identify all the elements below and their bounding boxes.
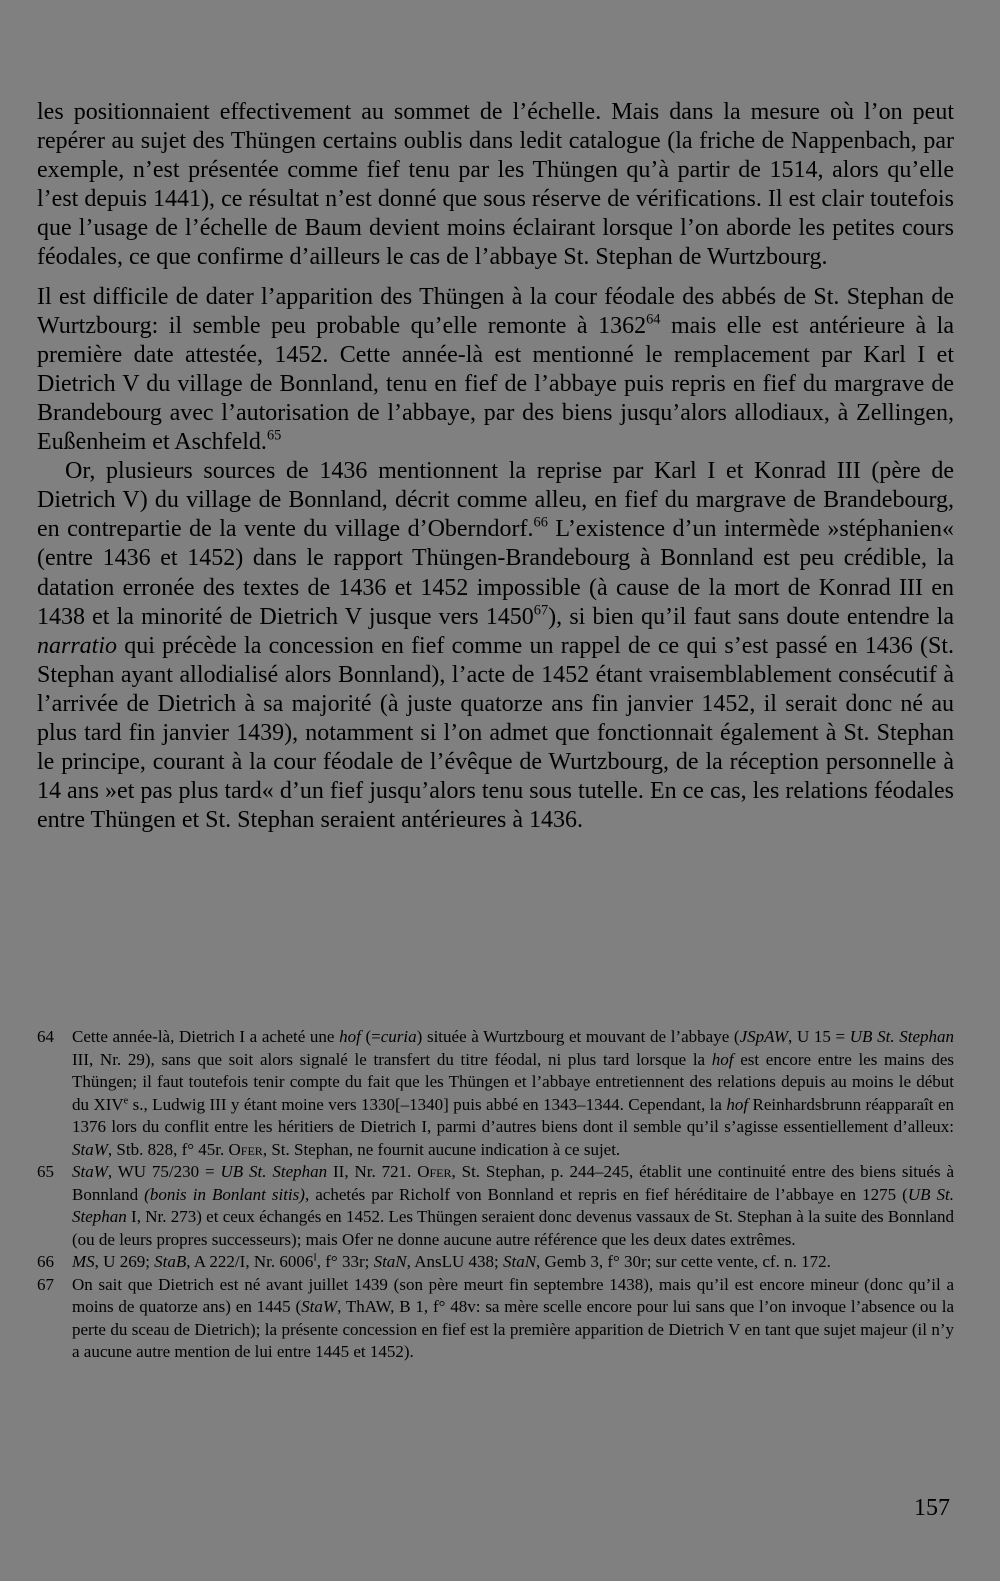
italic-term: narratio — [37, 632, 118, 659]
footnote-number: 67 — [37, 1274, 54, 1294]
footnote-ref-66[interactable]: 66 — [533, 514, 548, 531]
paragraph — [37, 283, 954, 458]
text-run: Il est difficile de dater l’apparition des Thüngen à la cour féodale des abbés de St. Stephan de Wurtzbourg: il semble peu probable qu’elle remonte à 1362 — [37, 283, 954, 339]
text-run: qui précède la concession en fief comme un rappel de ce qui s’est passé en 1436 (St. Stephan ayant allodialisé alors Bonnland), l’acte de 1452 étant vraisemblablement consécutif à l’arrivée de Dietrich à sa majorité (à juste quatorze ans fin janvier 1452, il serait donc né au plus tard fin janvier 1439), notamment si l’on admet que fonctionnait également à St. Stephan le principe, courant à la cour féodale de l’évêque de Wurtzbourg, de la réception personnelle à 14 ans »et pas plus tard« d’un fief jusqu’alors tenu sous tutelle. En ce cas, les relations féodales entre Thüngen et St. Stephan seraient antérieures à 1436. — [37, 632, 954, 834]
footnote-number: 66 — [37, 1252, 54, 1271]
text-run: L’existence d’un intermède »stéphanien« (entre 1436 et 1452) dans le rapport Thüngen-Brandebourg à Bonnland est peu crédible, la datation erronée des textes de 1436 et 1452 impossible (à cause de la mort de Konrad III en 1438 et la minorité de Dietrich V jusque vers 1450 — [37, 516, 954, 630]
text-run: mais elle est antérieure à la première date attestée, 1452. Cette année-là est mentionné le remplacement par Karl I et Dietrich V du village de Bonnland, tenu en fief de l’abbaye puis repris en fief du margrave de Brandebourg avec l’autorisation de l’abbaye, par des biens jusqu’alors allodiaux, à Zellingen, Eußenheim et Aschfeld. — [37, 312, 954, 456]
footnote-text: On sait que Dietrich est né avant juillet 1439 (son père meurt fin septembre 1438), mais qu’il est encore mineur (donc qu’il a moins de quatorze ans) en 1445 (StaW, ThAW, B 1, f° 48v: sa mère scelle encore pour lui sans que l’on invoque l’absence ou la perte du sceau de Dietrich); la présente concession en fief est la première apparition de Dietrich V en tant que sujet majeur (il n’y a aucune autre mention de lui entre 1445 et 1452). — [72, 1274, 954, 1361]
footnote-ref-64[interactable]: 64 — [646, 311, 661, 328]
paragraph: les positionnaient effectivement au sommet de l’échelle. Mais dans la mesure où l’on peut repérer au sujet des Thüngen certains oublis dans ledit catalogue (la friche de Nappenbach, par exemple, n’est présentée comme fief tenu par les Thüngen qu’à partir de 1514, alors qu’elle l’est depuis 1441), ce résultat n’est donné que sous réserve de vérifications. Il est clair toutefois que l’usage de l’échelle de Baum devient moins éclairant lorsque l’on aborde les petites cours féodales, ce que confirme d’ailleurs le cas de l’abbaye St. Stephan de Wurtzbourg. — [37, 99, 954, 271]
paragraph — [37, 457, 954, 835]
footnote-64 — [37, 1026, 954, 1161]
footnote-text: StaW, WU 75/230 = UB St. Stephan II, Nr. 721. Ofer, St. Stephan, p. 244–245, établit une continuité entre des biens situés à Bonnland (bonis in Bonlant sitis), achetés par Richolf von Bonnland et repris en fief héréditaire de l’abbaye en 1275 (UB St. Stephan I, Nr. 273) et ceux échangés en 1452. Les Thüngen seraient donc devenus vassaux de St. Stephan à la suite des Bonnland (ou de leurs propres successeurs); mais Ofer ne donne aucune autre référence que les deux dates extrêmes. — [72, 1162, 954, 1249]
footnote-number: 65 — [37, 1162, 54, 1181]
main-text — [37, 98, 954, 835]
page-number: 157 — [914, 1495, 950, 1521]
footnote-ref-67[interactable]: 67 — [533, 602, 549, 619]
footnote-65 — [37, 1161, 954, 1251]
footnote-66 — [37, 1251, 954, 1274]
footnote-text: Cette année-là, Dietrich I a acheté une hof (=curia) située à Wurtzbourg et mouvant de l’abbaye (JSpAW, U 15 = UB St. Stephan III, Nr. 29), sans que soit alors signalé le transfert du titre féodal, ni plus tard lorsque la hof est encore entre les mains des Thüngen; il faut toutefois tenir compte du fait que les Thüngen et l’abbaye entretiennent des relations depuis au moins le début du XIVe s., Ludwig III y étant moine vers 1330[–1340] puis abbé en 1343–1344. Cependant, la hof Reinhardsbrunn réapparaît en 1376 lors du conflit entre les héritiers de Dietrich I, parmi d’autres biens dont il semble qu’il s’agisse essentiellement d’alleux: StaW, Stb. 828, f° 45r. Ofer, St. Stephan, ne fournit aucune indication à ce sujet. — [72, 1027, 954, 1159]
text-run: Or, plusieurs sources de 1436 mentionnent la reprise par Karl I et Konrad III (père de Dietrich V) du village de Bonnland, décrit comme alleu, en fief du margrave de Brandebourg, en contrepartie de la vente du village d’Oberndorf. — [37, 458, 954, 543]
footnote-text: MS, U 269; StaB, A 222/I, Nr. $6006^I$, f° 33r; StaN, AnsLU 438; StaN, Gemb 3, f° 30r; sur cette vente, cf. n. 172. — [72, 1252, 831, 1271]
footnote-67 — [37, 1274, 954, 1364]
text-run: ), si bien qu’il faut sans doute entendre la — [548, 603, 954, 630]
footnote-number: 64 — [37, 1027, 54, 1046]
footnote-ref-65[interactable]: 65 — [266, 427, 282, 444]
footnotes — [37, 1026, 954, 1364]
